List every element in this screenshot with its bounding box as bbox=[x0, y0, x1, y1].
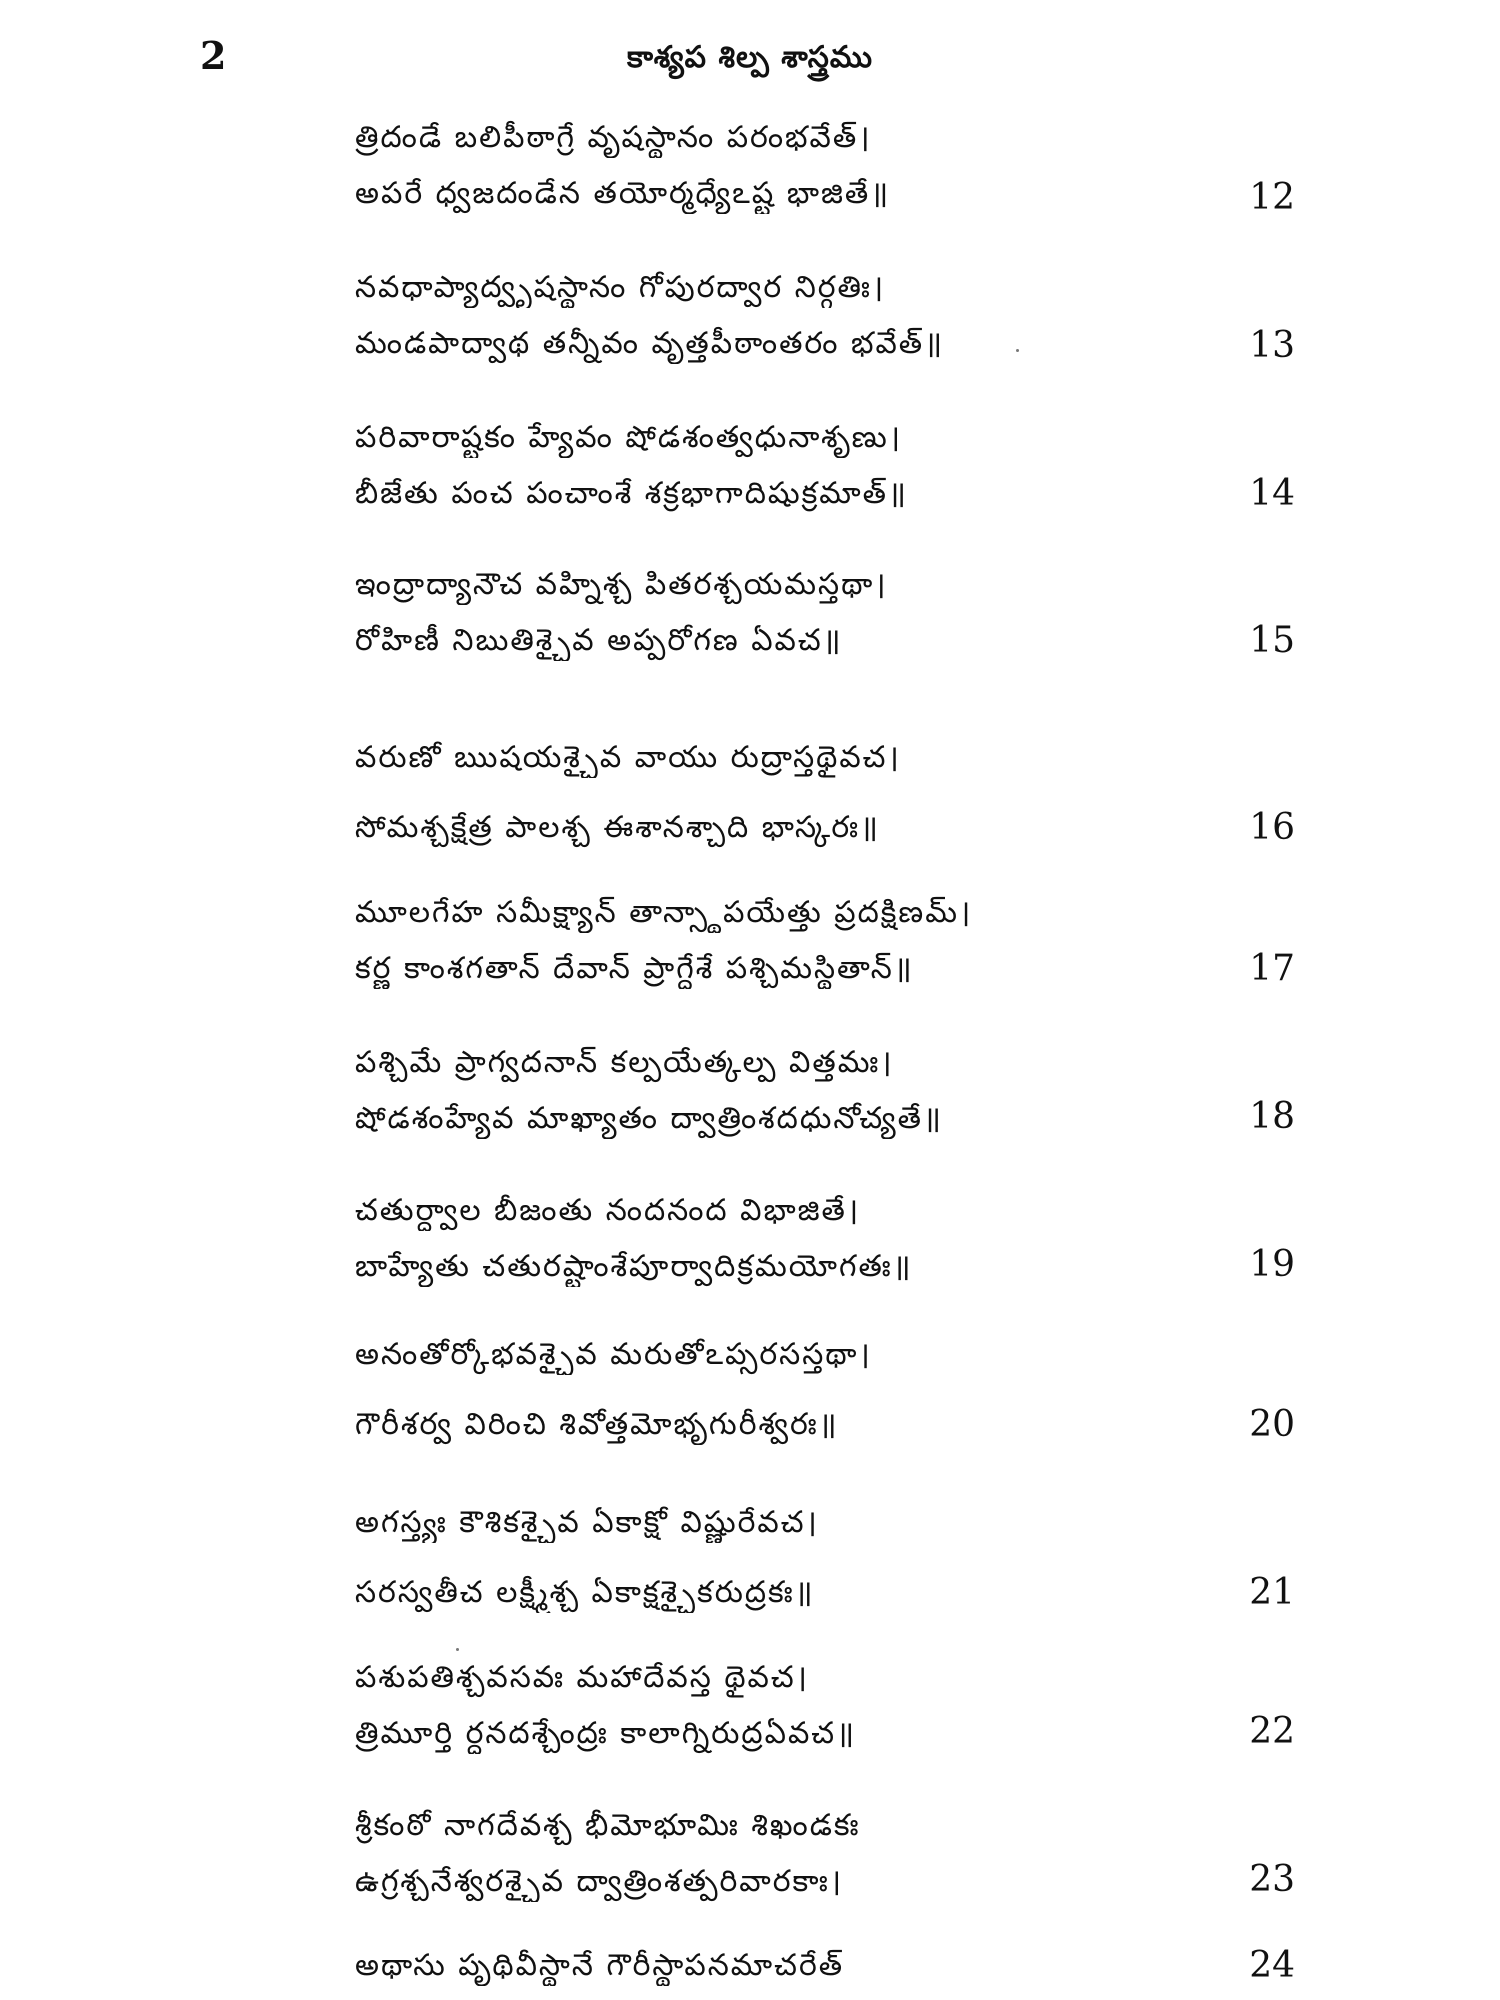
page-number: 2 bbox=[200, 33, 227, 78]
verse-line: పరివారాష్టకం హ్యేవం షోడశంత్వధునాశృణు। bbox=[355, 420, 903, 455]
verse-line: నవధాప్యాద్వృషస్థానం గోపురద్వార నిర్గతిః। bbox=[355, 270, 886, 305]
verse-number: 13 bbox=[1249, 325, 1295, 366]
verse-15 bbox=[355, 565, 1295, 661]
verse-line: రోహిణీ నిబుతిశ్చైవ అప్పరోగణ ఏవచ॥ bbox=[355, 623, 843, 658]
verse-number: 19 bbox=[1249, 1244, 1295, 1285]
verse-line: పశ్చిమే ప్రాగ్వదనాన్ కల్పయేత్కల్ప విత్తమః। bbox=[355, 1045, 894, 1080]
verse-line: చతుర్ద్వాల బీజంతు నందనంద విభాజితే। bbox=[355, 1193, 861, 1228]
verse-18 bbox=[355, 1043, 1295, 1139]
verse-16 bbox=[355, 738, 1295, 848]
verse-line: అనంతోర్కోభవశ్చైవ మరుతోఽప్సరసస్తథా। bbox=[355, 1337, 872, 1372]
verse-20 bbox=[355, 1335, 1295, 1445]
verse-number: 24 bbox=[1249, 1945, 1295, 1986]
verse-21 bbox=[355, 1503, 1295, 1613]
verse-line: గౌరీశర్వ విరించి శివోత్తమోభృగురీశ్వరః॥ bbox=[355, 1407, 839, 1442]
verse-line: కర్ణ కాంశగతాన్ దేవాన్ ప్రాగ్దేశే పశ్చిమస్థితాన్॥ bbox=[355, 951, 914, 986]
verse-22 bbox=[355, 1658, 1295, 1754]
verse-line: మూలగేహ సమీక్ష్యాన్ తాన్స్థాపయేత్తు ప్రదక్షిణమ్। bbox=[355, 895, 973, 930]
verse-line: వరుణో ఋషయశ్చైవ వాయు రుద్రాస్తథైవచ। bbox=[355, 740, 901, 775]
verse-number: 18 bbox=[1249, 1096, 1295, 1137]
verse-13 bbox=[355, 268, 1295, 366]
verse-19 bbox=[355, 1191, 1295, 1287]
verse-line: అపరే ధ్వజదండేన తయోర్మధ్యేఽష్ట భాజితే॥ bbox=[355, 176, 891, 211]
verse-line: ఇంద్రాద్యానౌచ వహ్నిశ్చ పితరశ్చయమస్తథా। bbox=[355, 567, 888, 602]
verse-number: 17 bbox=[1249, 948, 1295, 989]
verse-line: సోమశ్చక్షేత్ర పాలశ్చ ఈశానశ్చాది భాస్కరః॥ bbox=[355, 810, 880, 845]
verse-number: 23 bbox=[1249, 1859, 1295, 1900]
verse-number: 20 bbox=[1249, 1404, 1295, 1445]
scan-speck bbox=[1016, 349, 1019, 352]
verse-line: ఉగ్రశ్చనేశ్వరశ్చైవ ద్వాత్రింశత్పరివారకాః। bbox=[355, 1864, 844, 1899]
verse-line: సరస్వతీచ లక్ష్మీశ్చ ఏకాక్షశ్చైకరుద్రకః॥ bbox=[355, 1575, 815, 1610]
verse-line: శ్రీకంఠో నాగదేవశ్చ భీమోభూమిః శిఖండకః bbox=[355, 1808, 861, 1843]
verse-14 bbox=[355, 418, 1295, 514]
verse-17 bbox=[355, 893, 1295, 989]
verse-number: 16 bbox=[1249, 807, 1295, 848]
verse-number: 15 bbox=[1249, 620, 1295, 661]
verse-number: 21 bbox=[1249, 1572, 1295, 1613]
verse-line: త్రిమూర్తి ర్ధనదశ్చేంద్రః కాలాగ్నిరుద్రఏవచ॥ bbox=[355, 1716, 857, 1751]
verse-number: 12 bbox=[1249, 177, 1295, 218]
verse-24 bbox=[355, 1945, 1295, 1986]
verse-line: త్రిదండే బలిపీఠాగ్రే వృషస్థానం పరంభవేత్। bbox=[355, 120, 872, 155]
verse-23 bbox=[355, 1806, 1295, 1902]
verse-line: పశుపతిశ్చవసవః మహాదేవస్త థైవచ। bbox=[355, 1660, 810, 1695]
verse-line: అగస్త్యః కౌశికశ్చైవ ఏకాక్షో విష్ణురేవచ। bbox=[355, 1505, 819, 1540]
running-title: కాశ్యప శిల్ప శాస్త్రము bbox=[627, 40, 873, 75]
verse-line: బాహ్యేతు చతురష్టాంశేపూర్వాదిక్రమయోగతః॥ bbox=[355, 1249, 913, 1284]
verse-number: 14 bbox=[1249, 473, 1295, 514]
verse-line: షోడశంహ్యేవ మాఖ్యాతం ద్వాత్రింశదధునోచ్యతే॥ bbox=[355, 1101, 943, 1136]
verse-12 bbox=[355, 118, 1295, 218]
scan-speck bbox=[456, 1648, 459, 1651]
verse-number: 22 bbox=[1249, 1711, 1295, 1752]
verse-line: అథాసు పృథివీస్థానే గౌరీస్థాపనమాచరేత్ bbox=[355, 1948, 845, 1983]
verse-line: బీజేతు పంచ పంచాంశే శక్రభాగాదిషుక్రమాత్॥ bbox=[355, 476, 908, 511]
verse-line: మండపాద్వాథ తన్నీవం వృత్తపీఠాంతరం భవేత్॥ bbox=[355, 326, 945, 361]
